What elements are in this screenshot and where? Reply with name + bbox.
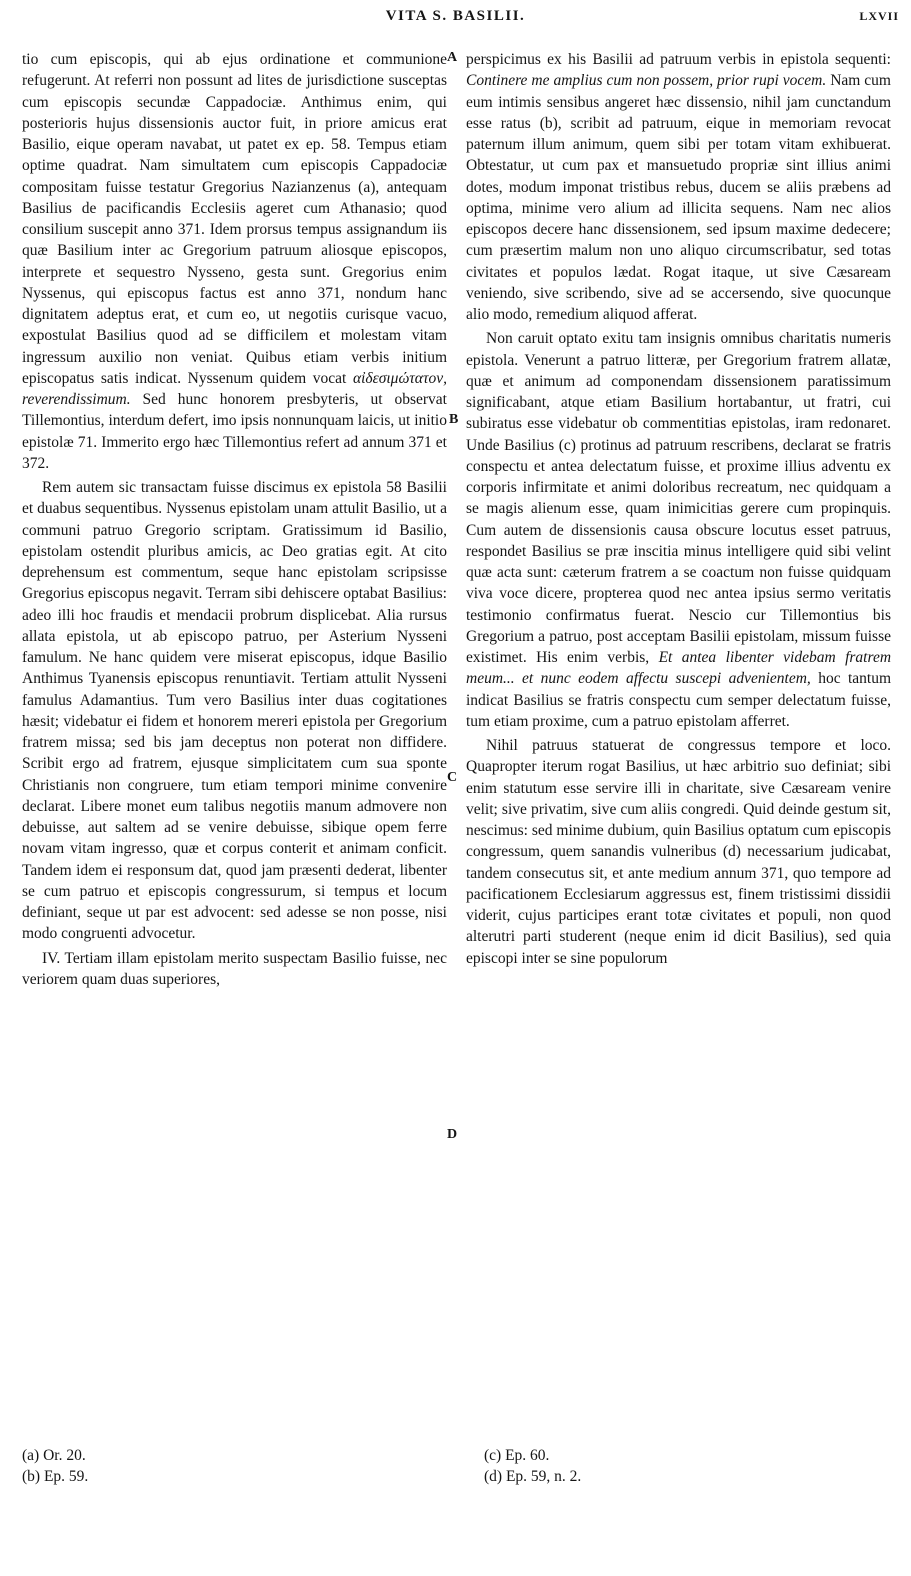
right-column xyxy=(466,49,891,969)
footnote-text: Or. 20. xyxy=(43,1447,86,1464)
footnote xyxy=(484,1445,581,1466)
footnotes-left xyxy=(22,1445,88,1487)
italic-quote: Et antea libenter videbam fratrem meum... et nunc eodem affectu suscepi advenientem, xyxy=(466,649,892,688)
footnote-text: Ep. 59. xyxy=(43,1468,89,1485)
paragraph: Rem autem sic transactam fuisse discimus ex epistola 58 Basilii et duabus sequentibus. Nyssenus epistolam unam attulit Basilio, ut a communi patruo Gregorio scriptam. Gratissimum id Basilio, epistolam ostendit pluribus amicis, ac Deo gratias egit. At cito deprehensum est commentum, seque hanc epistolam scripsisse Gregorius episcopus negavit. Terram sibi dehiscere optabat Basilius: adeo illi hoc fraudis et mendacii probrum displicebat. Alia rursus allata epistola, ut ab episcopo patruo, per Asterium Nysseni famulum. Ne hanc quidem vere miserat episcopus, idque Basilio Anthimus Tyanensis episcopus renuntiavit. Tertiam attulit Nysseni famulus Adamantius. Tum vero Basilius inter duas cogitationes hæsit; videbatur ei fidem et honorem mereri epistola per Gregorium fratrem missa; sed bis jam deceptus non poterat non diffidere. Scribit ergo ad fratrem, ejusque simplicitatem cum sua sponte Christianis non congruere, tum etiam tempori minime convenire declarat. Libere monet eum talibus negotiis manum admovere non debuisse, aut saltem ad se venire debuisse, sibique opem ferre novam vitam ingresso, quæ et corpus conterit et animam conficit. Tandem idem ei responsum dat, quod jam præsenti dederat, libenter se cum patruo et episcopis congressurum, si tempus et locum definiant, seque ut par est advocent: sed adesse se non posse, nisi modo congruenti advocetur. xyxy=(22,479,447,943)
margin-letter-d: D xyxy=(447,1127,458,1142)
footnotes-right xyxy=(484,1445,581,1487)
footnote-mark: (d) xyxy=(484,1468,503,1485)
italic-quote: Continere me amplius cum non possem, prior rupi vocem. xyxy=(466,72,827,90)
paragraph xyxy=(466,328,891,732)
footnote xyxy=(484,1466,581,1487)
paragraph-text: Non caruit optato exitu tam insignis omnibus charitatis numeris epistola. Venerunt a patruo litteræ, per Gregorium fratrem allatæ, quæ et animum ad componendam dissensionem paratissimum significabant, atque etiam Basilium hortabantur, ut fratri, cui subiratus esse videbatur ob commentitias epistolas, iram redonaret. Unde Basilius (c) protinus ad patruum rescribens, declarat se fratris conspectu et antea delectatum fuisse, et proxime illius adventu ex corporis infirmitate et animi doloribus recreatum, nec quidquam a se magis alienum esse, quam inimicitias gerere cum propinquis. Cum autem de dissensionis causa obscure locutus esset patruus, respondet Basilius se præ inscitia minus intelligere quid sibi velint quæ acta sunt: cæterum fratrem a se coactum non fuisse quidquam viva voce dicere, propterea quod nec antea ipsius sermo veritatis testimonio confirmatus fuerat. Nescio cur Tillemontius bis Gregorium a patruo, post acceptam Basilii epistolam, missum fuisse existimet. His enim verbis, xyxy=(466,330,891,666)
paragraph-text: Sed hunc honorem presbyteris, ut observat Tillemontius, interdum defert, imo ipsis nonnunquam laicis, ut initio epistolæ 71. Immerito ergo hæc Tillemontius refert ad annum 371 et 372. xyxy=(22,391,447,472)
footnote xyxy=(22,1445,88,1466)
running-title: VITA S. BASILII. xyxy=(385,8,526,24)
paragraph xyxy=(22,49,447,474)
page-number: LXVII xyxy=(859,9,899,23)
footnote-mark: (b) xyxy=(22,1468,41,1485)
footnote-text: Ep. 60. xyxy=(505,1447,550,1464)
greek-term: αἰδεσιμώτατον, xyxy=(352,369,447,387)
footnote-text: Ep. 59, n. 2. xyxy=(505,1468,582,1485)
margin-letter-c: C xyxy=(447,770,458,785)
margin-letter-a: A xyxy=(447,50,458,65)
left-column xyxy=(22,49,447,990)
margin-letter-b: B xyxy=(449,412,459,427)
paragraph-text: hoc tantum indicat Basilius se fratris conspectu cum semper delectatum fuisse, tum etiam proxime, cum a patruo epistolam afferret. xyxy=(466,670,892,730)
paragraph: Nihil patruus statuerat de congressus tempore et loco. Quapropter iterum rogat Basilius, ut hæc arbitrio suo definiat; sibi enim statutum esse servire illi in charitate, sive Cæsaream venire velit; sive privatim, sive cum aliis congredi. Quid deinde gestum sit, nescimus: sed minime dubium, quin Basilius optatum cum episcopis congressum, quem sanandis vulneribus (d) necessarium judicabat, tandem consecutus sit, et ante medium annum 371, quo tempore ad pacificationem Ecclesiarum aggressus est, finem tristissimi dissidii viderit, cujus participes erant totæ civitates et populi, non quod alterutri parti studerent (neque enim id dicit Basilius), sed quia episcopi inter se sine populorum xyxy=(466,737,891,967)
paragraph-text: perspicimus ex his Basilii ad patruum verbis in epistola sequenti: xyxy=(466,51,891,68)
footnote xyxy=(22,1466,88,1487)
paragraph-text: Nam cum eum intimis sensibus angeret hæc dissensio, nihil jam cunctandum esse ratus (b), scribit ad patruum, eique in memoriam revocat paternum illum animum, quem sibi per totam vitam exhibuerat. Obtestatur, ut cum pax et mansuetudo propriæ sint illius animi dotes, modum imponat tristibus rebus, ducem se aliis præbens ad optima, minime vero alium ad illicita sequens. Nam nec alios episcopos decere hanc dissensionem, sed ipsum maxime dedecere; cum præsertim malum non uno aliquo circumscribatur, sed totas civitates et populos lædat. Rogat itaque, ut sive Cæsaream veniendo, sive scribendo, sive ad se accersendo, sive quocunque alio modo, remedium aliquod afferat. xyxy=(466,72,891,323)
italic-gloss: reverendissimum. xyxy=(22,391,131,408)
paragraph xyxy=(466,49,891,325)
paragraph-text: tio cum episcopis, qui ab ejus ordinatione et communione refugerunt. At referri non possunt ad lites de jurisdictione susceptas cum episcopis secundæ Cappadociæ. Anthimus enim, qui posterioris hujus dissensionis auctor fuit, in priore amicus erat Basilio, eique operam navabat, ut patet ex ep. 58. Tempus etiam optime quadrat. Nam simultatem cum episcopis Cappadociæ compositam fuisse testatur Gregorius Nazianzenus (a), antequam Basilius de pacificandis Ecclesiis ageret cum Athanasio; quod consilium suscepit anno 371. Idem prorsus tempus assignandum iis quæ Basilium inter ac Gregorium patruum aliosque episcopos, interprete et sequestro Nysseno, gesta sunt. Gregorius enim Nyssenus, qui episcopus factus est anno 371, nondum hanc dignitatem adeptus erat, et cum eo, ut negotiis curisque vacuo, expostulat Basilius quod ad se difficilem et molestam vitam ingressum auxilio non veniat. Quibus etiam verbis initium episcopatus satis indicat. Nyssenum quidem vocat xyxy=(22,51,447,387)
paragraph-section-iv: IV. Tertiam illam epistolam merito suspectam Basilio fuisse, nec veriorem quam duas superiores, xyxy=(22,949,447,988)
footnote-mark: (a) xyxy=(22,1447,40,1464)
running-head xyxy=(0,8,911,36)
footnote-mark: (c) xyxy=(484,1447,502,1464)
